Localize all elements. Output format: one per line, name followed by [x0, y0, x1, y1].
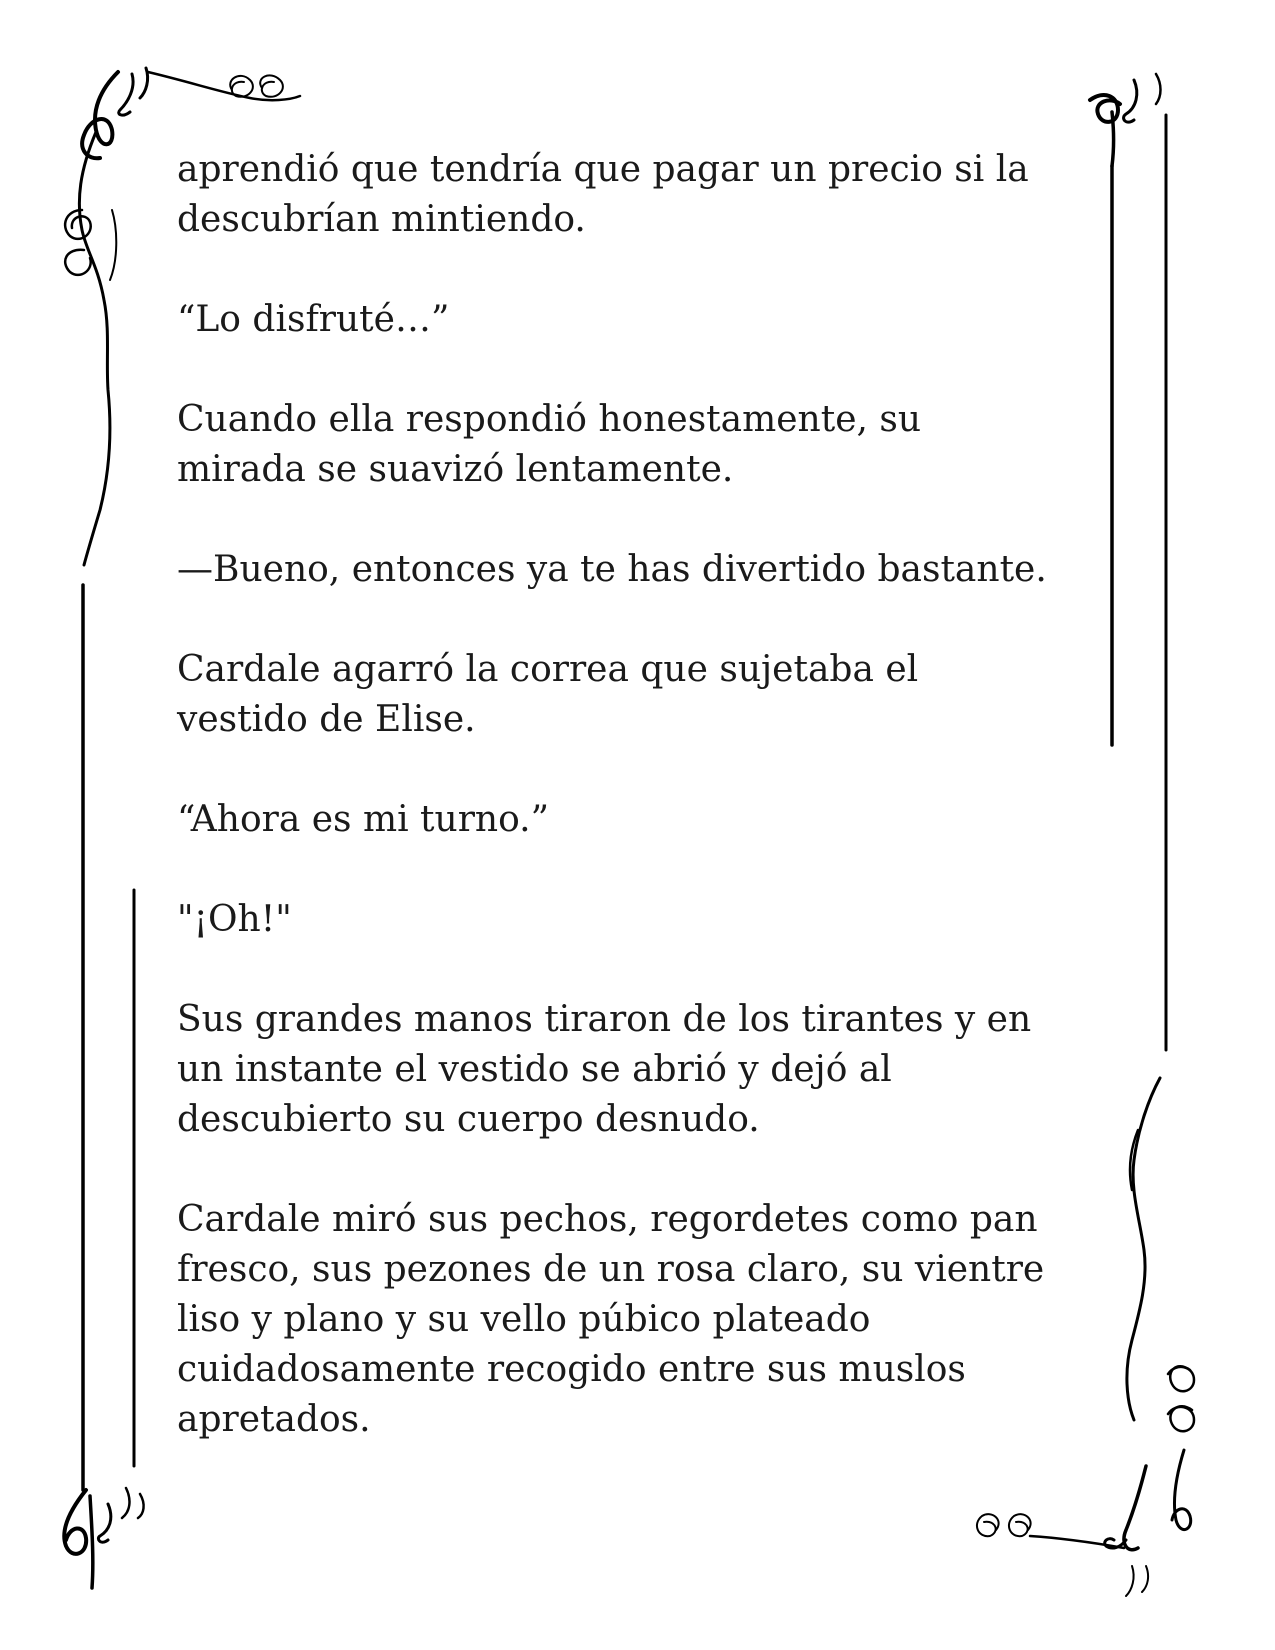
paragraph — [177, 1195, 1177, 1445]
paragraph — [177, 645, 1177, 745]
paragraph — [177, 395, 1177, 495]
text-line: cuidadosamente recogido entre sus muslos — [177, 1349, 966, 1390]
text-line: —Bueno, entonces ya te has divertido bastante. — [177, 549, 1047, 590]
paragraph — [177, 545, 1177, 595]
text-line: Cuando ella respondió honestamente, su — [177, 399, 922, 440]
paragraph — [177, 295, 1177, 345]
text-line: "¡Oh!" — [177, 899, 292, 940]
paragraph — [177, 145, 1177, 245]
text-line: Cardale agarró la correa que sujetaba el — [177, 649, 919, 690]
text-line: “Ahora es mi turno.” — [177, 799, 549, 840]
text-line: liso y plano y su vello púbico plateado — [177, 1299, 871, 1340]
story-text — [177, 145, 1177, 1495]
text-line: aprendió que tendría que pagar un precio si la — [177, 149, 1029, 190]
text-line: Cardale miró sus pechos, regordetes como pan — [177, 1199, 1038, 1240]
text-line: Sus grandes manos tiraron de los tirantes y en — [177, 999, 1032, 1040]
text-line: descubierto su cuerpo desnudo. — [177, 1099, 760, 1140]
bottom-left-flourish-icon — [64, 1488, 143, 1588]
text-line: vestido de Elise. — [177, 699, 476, 740]
paragraph — [177, 895, 1177, 945]
text-line: fresco, sus pezones de un rosa claro, su vientre — [177, 1249, 1045, 1290]
text-line: “Lo disfruté…” — [177, 299, 450, 340]
text-line: descubrían mintiendo. — [177, 199, 586, 240]
text-line: mirada se suavizó lentamente. — [177, 449, 734, 490]
text-line: un instante el vestido se abrió y dejó al — [177, 1049, 892, 1090]
paragraph — [177, 795, 1177, 845]
paragraph — [177, 995, 1177, 1145]
text-line: apretados. — [177, 1399, 371, 1440]
